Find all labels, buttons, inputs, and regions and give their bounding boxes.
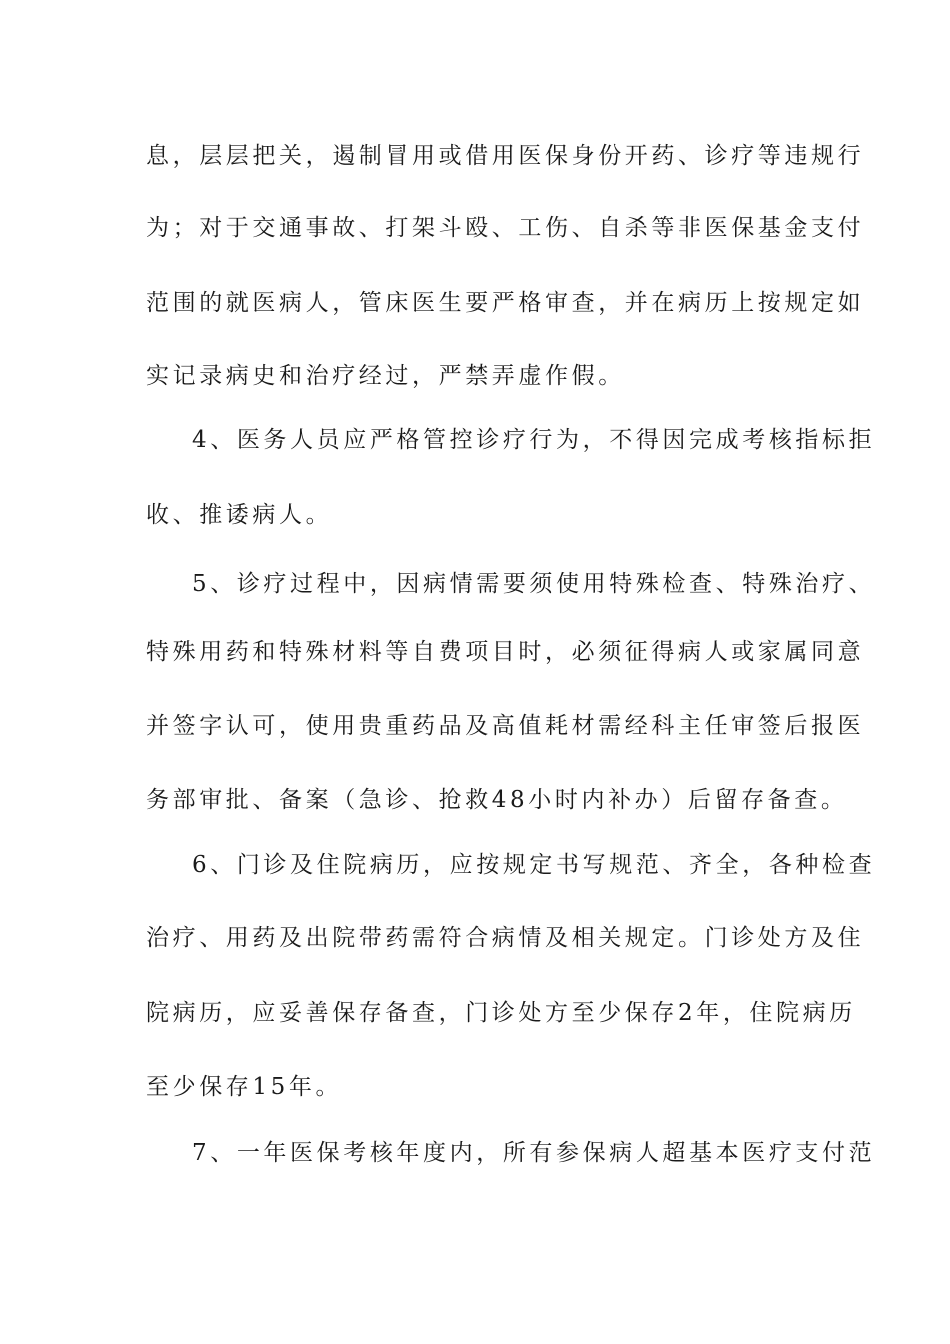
text-line: 务部审批、备案（急诊、抢救48小时内补办）后留存备查。	[146, 787, 848, 813]
text-line: 特殊用药和特殊材料等自费项目时，必须征得病人或家属同意	[146, 639, 865, 665]
text-line: 并签字认可，使用贵重药品及高值耗材需经科主任审签后报医	[146, 713, 865, 739]
text-line: 实记录病史和治疗经过，严禁弄虚作假。	[146, 363, 625, 389]
text-line: 息，层层把关，遏制冒用或借用医保身份开药、诊疗等违规行	[146, 143, 865, 169]
text-line: 范围的就医病人，管床医生要严格审查，并在病历上按规定如	[146, 290, 865, 316]
paragraph-7-first-line: 7、一年医保考核年度内，所有参保病人超基本医疗支付范	[192, 1140, 876, 1166]
text-line: 为；对于交通事故、打架斗殴、工伤、自杀等非医保基金支付	[146, 215, 865, 241]
text-line: 治疗、用药及出院带药需符合病情及相关规定。门诊处方及住	[146, 925, 865, 951]
text-line: 院病历，应妥善保存备查，门诊处方至少保存2年，住院病历	[146, 1000, 856, 1026]
paragraph-4-first-line: 4、医务人员应严格管控诊疗行为，不得因完成考核指标拒	[192, 427, 876, 453]
text-line: 至少保存15年。	[146, 1074, 343, 1100]
text-line: 收、推诿病人。	[146, 502, 333, 528]
paragraph-5-first-line: 5、诊疗过程中，因病情需要须使用特殊检查、特殊治疗、	[192, 571, 876, 597]
paragraph-6-first-line: 6、门诊及住院病历，应按规定书写规范、齐全，各种检查	[192, 852, 876, 878]
